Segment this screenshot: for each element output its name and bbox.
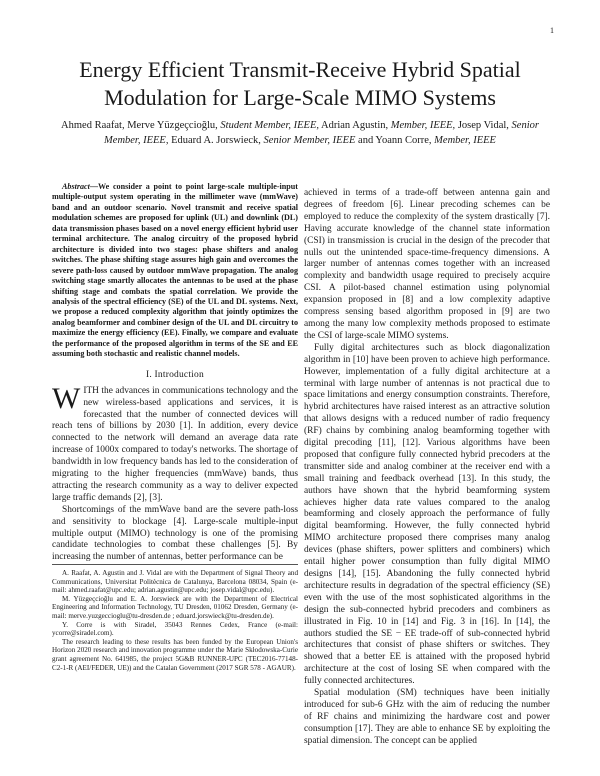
page-number: 1	[550, 26, 554, 35]
left-column	[52, 182, 298, 564]
footnote: The research leading to these results has been funded by the European Union's Horizon 2020 research and innovation programme under the Marie Skłodowska-Curie grant agreement No. 641985, the project 5G&B RUNNER-UPC (TEC2016-77148-C2-1-R (AEI/FEDER, UE)) and the Catalan Government (2017 SGR 578 - AGAUR).	[52, 637, 298, 672]
author-line-1: Ahmed Raafat, Merve Yüzgeçcioğlu, Student Member, IEEE, Adrian Agustin, Member, IEEE, Josep Vidal, Senior	[61, 120, 539, 131]
footnote: A. Raafat, A. Agustin and J. Vidal are with the Department of Signal Theory and Communications, Universitat Politècnica de Catalunya, Barcelona 08034, Spain (e-mail: ahmed.raafat@upc.edu; adrian.agustin@upc.edu; josep.vidal@upc.edu).	[52, 569, 298, 595]
right-paragraph-3: Spatial modulation (SM) techniques have been initially introduced for sub-6 GHz with the aim of reducing the number of RF chains and minimizing the hardware cost and power consumption [17]. They are able to enhance SE by exploiting the spatial dimension. The concept can be applied	[304, 688, 550, 746]
footnote: M. Yüzgeçcioğlu and E. A. Jorswieck are with the Department of Electrical Engineering and Information Technology, TU Dresden, 01062 Dresden, Germany (e-mail: merve.yuzgeccioglu@tu-dresden.de ; eduard.jorswieck@tu-dresden.de).	[52, 594, 298, 620]
footnotes	[52, 564, 298, 672]
footnote: Y. Corre is with Siradel, 35043 Rennes Cedex, France (e-mail: ycorre@siradel.com).	[52, 620, 298, 638]
section-heading-introduction: I. Introduction	[146, 369, 204, 380]
right-paragraph-2: Fully digital architectures such as block diagonalization algorithm in [10] have been proven to achieve high performance. However, implementation of a fully digital architecture at a terminal with large number of antennas is not practical due to space limitations and energy consumption constraints. Therefore, hybrid architectures have raised interest as an attractive solution that allows designs with a reduced number of radio frequency (RF) chains by combining analog beamforming together with digital precoding [11], [12]. Various algorithms have been proposed that configure fully connected hybrid precoders at the transmitter side and analog combiner at the receiver end with a small training and feedback overhead [13]. In this study, the authors have shown that the hybrid beamforming system achieves higher data rate values compared to the analog beamforming and closely approach the performance of fully digital beamforming. However, the fully connected hybrid MIMO architecture proposed there comprises many analog devices (phase shifters, power splitters and combiners) which entail higher power consumption than fully digital MIMO designs [14], [15]. Abandoning the fully connected hybrid architecture results in degradation of the spectral efficiency (SE) even with the use of the most sophisticated algorithms in the design the sub-connected hybrid precoders and combiners as illustrated in Fig. 10 in [14] and Fig. 3 in [16]. In [14], the authors studied the SE − EE trade-off of sub-connected hybrid architectures that consist of phase shifters or switches. They showed that a better EE is attained with the proposed hybrid architecture at the cost of losing SE when compared with the fully connected architectures.	[304, 342, 550, 687]
paper-title: Energy Efficient Transmit-Receive Hybrid Spatial Modulation for Large-Scale MIMO Systems	[79, 57, 521, 110]
intro-paragraph-1: WITH the advances in communications technology and the new wireless-based applications and services, it is forecasted that the number of connected devices will reach tens of billions by 2030 [1]. In addition, every device connected to the network will demand an average data rate increase of 1000x compared to today's networks. The shortage of bandwidth in low frequency bands has led to the consideration of migrating to the higher frequencies (mmWave) bands, thus attracting the research community as a way to deliver expected large traffic demands [2], [3].	[52, 381, 298, 503]
author-line-2: Member, IEEE, Eduard A. Jorswieck, Senior Member, IEEE and Yoann Corre, Member, IEEE	[104, 135, 496, 146]
author-list	[48, 118, 552, 148]
right-paragraph-1: achieved in terms of a trade-off between antenna gain and degrees of freedom [6]. Linear precoding schemes can be employed to reduce the complexity of the system drastically [7]. Having accurate knowledge of the channel state information (CSI) in transmission is crucial in the design of the precoder that nulls out the unintended space-time-frequency dimensions. A larger number of antennas comes together with an increased complexity and bandwidth usage required to precisely acquire CSI. A pilot-based channel estimation using polynomial expansion proposed in [8] and a low complexity adaptive compress sensing based algorithm proposed in [9] are two among the many low complexity methods proposed to estimate the CSI of large-scale MIMO systems.	[304, 188, 550, 341]
intro-paragraph-2: Shortcomings of the mmWave band are the severe path-loss and sensitivity to blockage [4]. Large-scale multiple-input multiple output (MIMO) technology is one of the promising candidate technologies to combat these challenges [5]. By increasing the number of antennas, better performance can be	[52, 504, 298, 563]
abstract	[52, 182, 298, 360]
abstract-label: Abstract	[62, 182, 90, 191]
right-column	[304, 188, 550, 748]
drop-cap: W	[52, 381, 81, 415]
abstract-text: —We consider a point to point large-scale multiple-input multiple-output system operating in the millimeter wave (mmWave) band and an outdoor scenario. Novel transmit and receive spatial modulation schemes are proposed for uplink (UL) and downlink (DL) data transmission phases based on a novel energy efficient hybrid user terminal architecture. The analog circuitry of the proposed hybrid architecture is divided into two stages: phase shifters and analog switches. The phase shifting stage assures high gain and overcomes the severe path-loss caused by outdoor mmWave propagation. The analog switching stage smartly allocates the antennas to be used at the phase shifting stage and combats the spatial correlation. We provide the analysis of the spectral efficiency (SE) of the UL and DL systems. Next, we propose a reduced complexity algorithm that jointly optimizes the analog beamformer and combiner design of the UL and DL circuitry to maximize the energy efficiency (EE). Finally, we compare and evaluate the performance of the proposed algorithm in terms of the SE and EE assuming both stochastic and realistic channel models.	[52, 182, 298, 359]
